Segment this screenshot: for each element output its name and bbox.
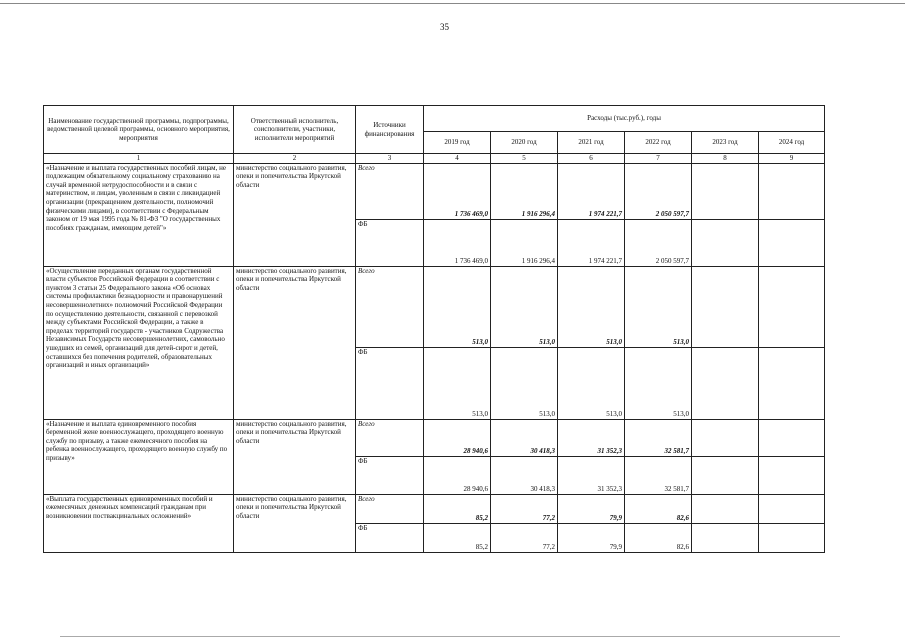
fb-value [759,523,825,552]
fb-value: 82,6 [625,523,692,552]
total-value: 82,6 [625,494,692,523]
fb-value: 513,0 [491,347,558,419]
fb-value: 1 974 221,7 [558,219,625,266]
header-year: 2021 год [558,132,625,154]
fb-value: 30 418,3 [491,456,558,494]
fb-value [759,456,825,494]
table-row [44,494,825,523]
column-number: 2 [234,154,356,164]
column-numbers-row [44,154,825,164]
header-year: 2024 год [759,132,825,154]
fb-value: 1 916 296,4 [491,219,558,266]
table-row [44,266,825,347]
header-sources: Источники финансирования [356,106,424,154]
fb-value: 513,0 [625,347,692,419]
scan-edge-top [0,3,905,4]
total-value: 77,2 [491,494,558,523]
fb-value: 2 050 597,7 [625,219,692,266]
fb-value [692,523,759,552]
source-total-label: Всего [356,266,424,347]
total-value: 513,0 [424,266,491,347]
column-number: 8 [692,154,759,164]
fb-value: 513,0 [558,347,625,419]
header-name: Наименование государственной программы, подпрограммы, ведомственной целевой программы, основного мероприятия, мероприятия [44,106,234,154]
measure-name: «Назначение и выплата государственных пособий лицам, не подлежащим обязательному социальному страхованию на случай временной нетрудоспособности и в связи с материнством, и лицам, уволенным в связи с ликвидацией организации (прекращением деятельности, полномочий физическими лицами), в соответствии с Федеральным законом от 19 мая 1995 года № 81-ФЗ "О государственных пособиях гражданам, имеющим детей"» [44,163,234,266]
header-expenses: Расходы (тыс.руб.), годы [424,106,825,132]
fb-value: 513,0 [424,347,491,419]
column-number: 9 [759,154,825,164]
total-value: 513,0 [558,266,625,347]
fb-value: 79,9 [558,523,625,552]
fb-value [692,347,759,419]
fb-value: 1 736 469,0 [424,219,491,266]
total-value: 31 352,3 [558,419,625,456]
total-value: 2 050 597,7 [625,163,692,219]
table-row [44,163,825,219]
source-total-label: Всего [356,163,424,219]
source-fb-label: ФБ [356,456,424,494]
column-number: 4 [424,154,491,164]
total-value: 32 581,7 [625,419,692,456]
total-value: 1 736 469,0 [424,163,491,219]
fb-value: 32 581,7 [625,456,692,494]
total-value: 85,2 [424,494,491,523]
total-value: 513,0 [491,266,558,347]
total-value [759,163,825,219]
measure-name: «Осуществление переданных органам государственной власти субъектов Российской Федерации в соответствии с пунктом 3 статьи 25 Федерального закона «Об основах системы профилактики безнадзорности и правонарушений несовершеннолетних» полномочий Российской Федерации по осуществлению деятельности, связанной с перевозкой между субъектами Российской Федерации, а также в пределах территорий государств - участников Содружества Независимых Государств несовершеннолетних, самовольно ушедших из семей, организаций для детей-сирот и детей, оставшихся без попечения родителей, образовательных организаций и иных организаций» [44,266,234,419]
column-number: 7 [625,154,692,164]
measure-executor: министерство социального развития, опеки и попечительства Иркутской области [234,266,356,419]
measure-executor: министерство социального развития, опеки и попечительства Иркутской области [234,163,356,266]
column-number: 6 [558,154,625,164]
source-total-label: Всего [356,419,424,456]
source-fb-label: ФБ [356,523,424,552]
total-value: 513,0 [625,266,692,347]
header-year: 2022 год [625,132,692,154]
total-value [759,266,825,347]
total-value: 30 418,3 [491,419,558,456]
header-year: 2019 год [424,132,491,154]
fb-value [692,456,759,494]
total-value [759,494,825,523]
table-row [44,419,825,456]
fb-value: 77,2 [491,523,558,552]
header-year: 2023 год [692,132,759,154]
total-value: 79,9 [558,494,625,523]
measure-name: «Назначение и выплата единовременного пособия беременной жене военнослужащего, проходящего военную службу по призыву, а также ежемесячного пособия на ребенка военнослужащего, проходящего военную службу по призыву» [44,419,234,494]
total-value [692,163,759,219]
total-value [759,419,825,456]
column-number: 1 [44,154,234,164]
column-number: 3 [356,154,424,164]
total-value [692,419,759,456]
header-year: 2020 год [491,132,558,154]
measure-name: «Выплата государственных единовременных пособий и ежемесячных денежных компенсаций гражданам при возникновении поствакцинальных осложнений» [44,494,234,552]
source-fb-label: ФБ [356,219,424,266]
total-value: 28 940,6 [424,419,491,456]
measure-executor: министерство социального развития, опеки и попечительства Иркутской области [234,419,356,494]
scan-edge-bottom [60,636,840,637]
fb-value: 85,2 [424,523,491,552]
fb-value: 28 940,6 [424,456,491,494]
fb-value [692,219,759,266]
source-total-label: Всего [356,494,424,523]
fb-value [759,347,825,419]
total-value: 1 974 221,7 [558,163,625,219]
fb-value: 31 352,3 [558,456,625,494]
header-executor: Ответственный исполнитель, соисполнители, участники, исполнители мероприятий [234,106,356,154]
header-row [44,106,825,132]
source-fb-label: ФБ [356,347,424,419]
column-number: 5 [491,154,558,164]
total-value [692,494,759,523]
page-number: 35 [440,22,449,32]
measure-executor: министерство социального развития, опеки и попечительства Иркутской области [234,494,356,552]
fb-value [759,219,825,266]
expenses-table [43,105,825,553]
total-value: 1 916 296,4 [491,163,558,219]
total-value [692,266,759,347]
